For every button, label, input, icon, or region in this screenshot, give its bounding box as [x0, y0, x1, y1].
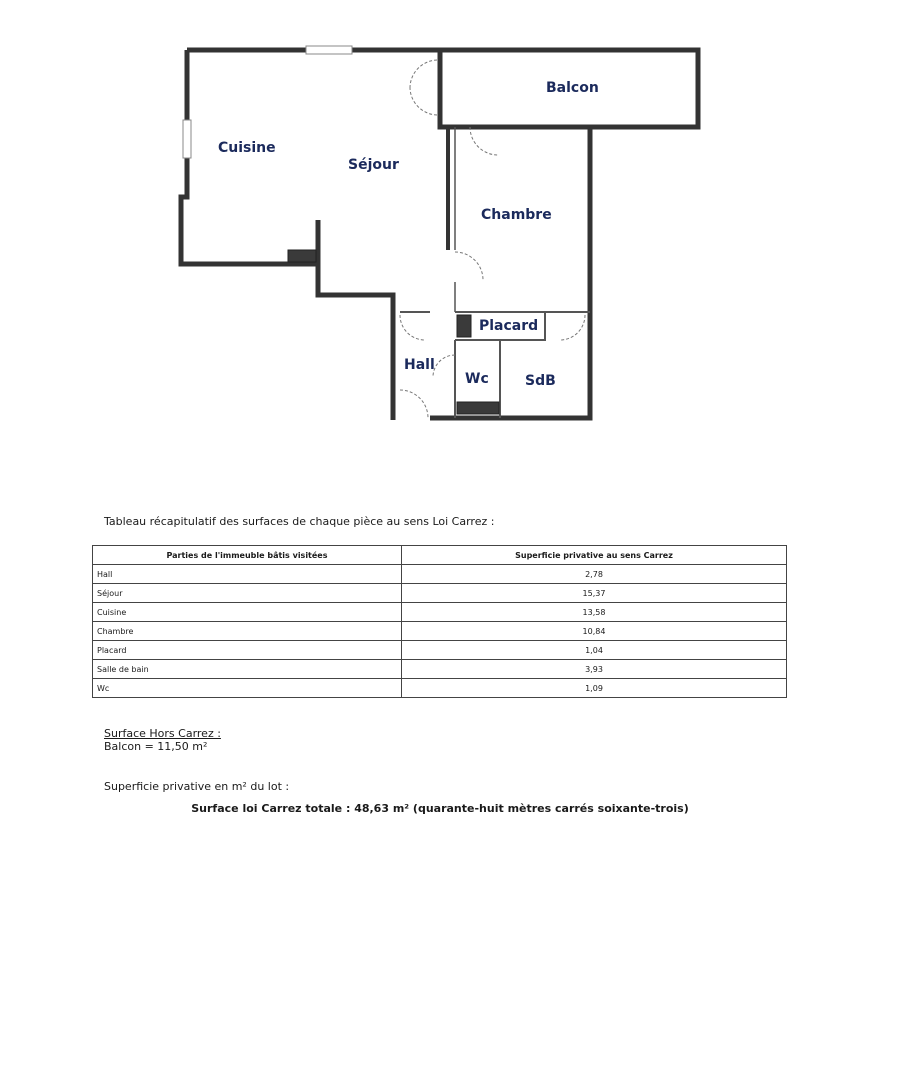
table-header-parts: Parties de l'immeuble bâtis visitées: [93, 546, 402, 565]
chambre-door: [455, 252, 483, 280]
wall-outline: [181, 50, 698, 420]
entry-door: [400, 390, 428, 418]
wc-block: [457, 402, 499, 414]
hall-door-left: [400, 315, 425, 340]
sdb-door: [560, 315, 585, 340]
table-row: [93, 660, 787, 679]
table-header-row: [93, 546, 787, 565]
room-label-sdb: SdB: [525, 373, 556, 389]
row-value: 1,09: [402, 679, 787, 698]
floor-plan: [0, 0, 903, 470]
surface-table: [92, 545, 787, 698]
table-row: [93, 584, 787, 603]
row-name: Salle de bain: [93, 660, 402, 679]
kitchen-block: [288, 250, 316, 262]
table-row: [93, 679, 787, 698]
table-row: [93, 641, 787, 660]
room-label-wc: Wc: [465, 371, 489, 387]
row-value: 13,58: [402, 603, 787, 622]
balcony-door: [410, 60, 437, 115]
table-row: [93, 603, 787, 622]
hors-carrez-balcon: Balcon = 11,50 m²: [104, 740, 208, 753]
row-name: Cuisine: [93, 603, 402, 622]
room-label-placard: Placard: [479, 318, 539, 334]
row-name: Hall: [93, 565, 402, 584]
room-label-sejour: Séjour: [348, 157, 399, 173]
row-value: 1,04: [402, 641, 787, 660]
row-value: 10,84: [402, 622, 787, 641]
table-row: [93, 622, 787, 641]
total-surface: Surface loi Carrez totale : 48,63 m² (quarante-huit mètres carrés soixante-trois): [191, 802, 689, 815]
window-top: [306, 46, 352, 54]
lot-intro: Superficie privative en m² du lot :: [104, 780, 290, 793]
row-name: Placard: [93, 641, 402, 660]
placard-block: [457, 315, 471, 337]
chambre-door-top: [470, 127, 498, 155]
wc-door: [433, 355, 455, 377]
room-label-chambre: Chambre: [481, 207, 552, 223]
window-left: [183, 120, 191, 158]
room-label-cuisine: Cuisine: [218, 140, 276, 156]
row-name: Séjour: [93, 584, 402, 603]
row-name: Wc: [93, 679, 402, 698]
table-row: [93, 565, 787, 584]
hors-carrez-title: Surface Hors Carrez :: [104, 727, 221, 740]
room-label-balcon: Balcon: [546, 80, 599, 96]
table-header-surface: Superficie privative au sens Carrez: [402, 546, 787, 565]
row-value: 2,78: [402, 565, 787, 584]
row-value: 15,37: [402, 584, 787, 603]
summary-intro: Tableau récapitulatif des surfaces de chaque pièce au sens Loi Carrez :: [104, 515, 495, 528]
row-name: Chambre: [93, 622, 402, 641]
row-value: 3,93: [402, 660, 787, 679]
room-label-hall: Hall: [404, 357, 435, 373]
